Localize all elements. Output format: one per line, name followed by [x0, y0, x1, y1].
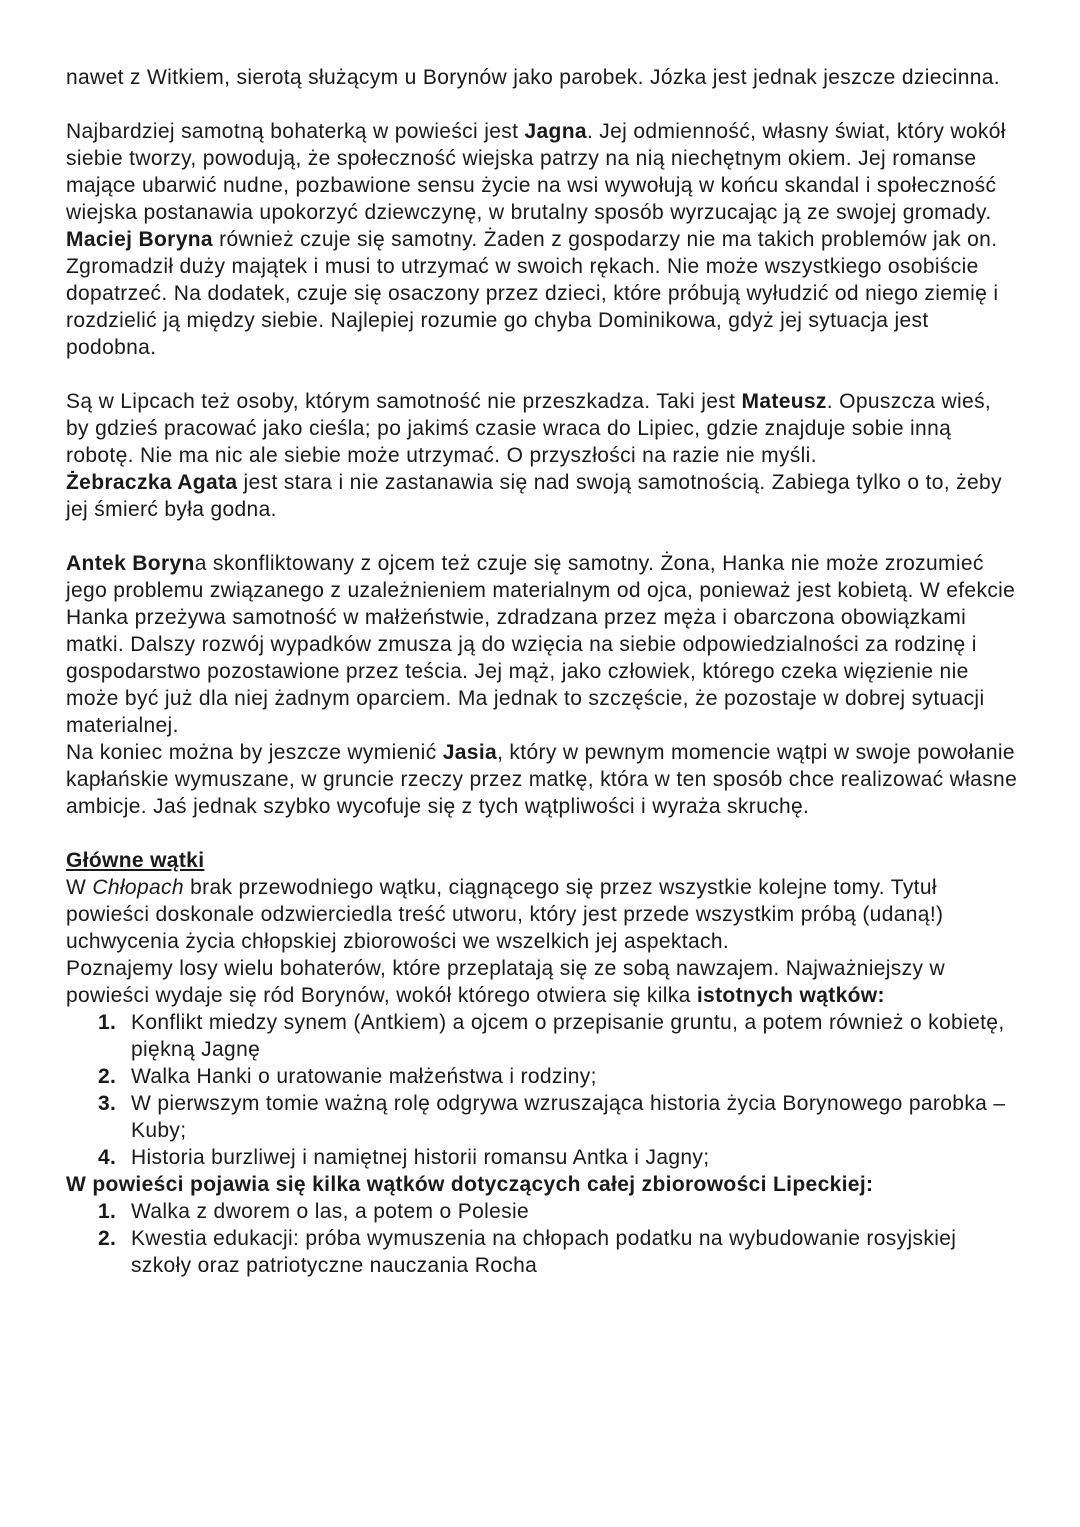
- text-run: Najbardziej samotną bohaterką w powieści jest: [66, 120, 525, 143]
- text-run: . Jej odmienność, własny świat, który wokół siebie tworzy, powodują, że społeczność wiejska patrzy na nią niechętnym okiem. Jej romanse mające ubarwić nudne, pozbawione sensu życie na wsi wywołują w końcu skandal i społeczność wiejska postanawia upokorzyć dziewczynę, w brutalny sposób wyrzucając ją ze swojej gromady.: [66, 120, 1006, 224]
- paragraph-boryna-family: [66, 955, 1020, 1009]
- text-run: Są w Lipcach też osoby, którym samotność nie przeszkadza. Taki jest: [66, 390, 742, 413]
- main-plots-list: [66, 1009, 1020, 1171]
- character-name-agata: Żebraczka Agata: [66, 471, 238, 494]
- paragraph-maciej-boryna: [66, 226, 1020, 361]
- list-item: [66, 1063, 1020, 1090]
- paragraph-gap: [66, 361, 1020, 388]
- character-name-mateusz: Mateusz: [741, 390, 827, 413]
- paragraph-gap: [66, 91, 1020, 118]
- list-number: 2.: [98, 1227, 117, 1250]
- paragraph-agata: [66, 469, 1020, 523]
- emphasis-text: W powieści pojawia się kilka wątków dotyczących całej zbiorowości Lipeckiej:: [66, 1173, 874, 1196]
- list-item-text: Kwestia edukacji: próba wymuszenia na chłopach podatku na wybudowanie rosyjskiej szkoły oraz patriotyczne nauczania Rocha: [131, 1227, 957, 1277]
- community-plots-heading: [66, 1171, 1020, 1198]
- character-name-maciej-boryna: Maciej Boryna: [66, 228, 213, 251]
- list-item-text: Konflikt miedzy synem (Antkiem) a ojcem o przepisanie gruntu, a potem również o kobietę, piękną Jagnę: [131, 1011, 1005, 1061]
- list-number: 2.: [98, 1065, 117, 1088]
- paragraph-witek-jozka: nawet z Witkiem, sierotą służącym u Borynów jako parobek. Józka jest jednak jeszcze dziecinna.: [66, 66, 1000, 89]
- community-plots-list: [66, 1198, 1020, 1279]
- list-number: 1.: [98, 1200, 117, 1223]
- list-number: 3.: [98, 1092, 117, 1115]
- list-item: [66, 1009, 1020, 1063]
- list-item-text: Walka z dworem o las, a potem o Polesie: [131, 1200, 530, 1223]
- text-run: brak przewodniego wątku, ciągnącego się przez wszystkie kolejne tomy. Tytuł powieści doskonale odzwierciedla treść utworu, który jest przede wszystkim próbą (udaną!) uchwycenia życia chłopskiej zbiorowości we wszelkich jej aspektach.: [66, 876, 944, 953]
- text-run: Na koniec można by jeszcze wymienić: [66, 741, 443, 764]
- paragraph-gap: [66, 523, 1020, 550]
- paragraph-jagna: [66, 118, 1020, 226]
- list-item: [66, 1144, 1020, 1171]
- text-run: W: [66, 876, 93, 899]
- text-run: jest stara i nie zastanawia się nad swoją samotnością. Zabiega tylko o to, żeby jej śmierć była godna.: [66, 471, 1002, 521]
- list-number: 4.: [98, 1146, 117, 1169]
- list-number: 1.: [98, 1011, 117, 1034]
- paragraph-jas: [66, 739, 1020, 820]
- paragraph-mateusz: [66, 388, 1020, 469]
- list-item-text: Walka Hanki o uratowanie małżeństwa i rodziny;: [131, 1065, 597, 1088]
- list-item: [66, 1198, 1020, 1225]
- character-name-jagna: Jagna: [524, 120, 587, 143]
- text-run: , który w pewnym momencie wątpi w swoje powołanie kapłańskie wymuszane, w gruncie rzeczy przez matkę, która w ten sposób chce realizować własne ambicje. Jaś jednak szybko wycofuje się z tych wątpliwości i wyraża skruchę.: [66, 741, 1018, 818]
- text-run: również czuje się samotny. Żaden z gospodarzy nie ma takich problemów jak on. Zgromadził duży majątek i musi to utrzymać w swoich rękach. Nie może wszystkiego osobiście dopatrzeć. Na dodatek, czuje się osaczony przez dzieci, które próbują wyłudzić od niego ziemię i rozdzielić ją między siebie. Najlepiej rozumie go chyba Dominikowa, gdyż jej sytuacja jest podobna.: [66, 228, 999, 359]
- emphasis-text: istotnych wątków:: [696, 984, 885, 1007]
- list-item-text: Historia burzliwej i namiętnej historii romansu Antka i Jagny;: [131, 1146, 710, 1169]
- paragraph-gap: [66, 820, 1020, 847]
- text-run: Poznajemy losy wielu bohaterów, które przeplatają się ze sobą nawzajem. Najważniejszy w powieści wydaje się ród Borynów, wokół którego otwiera się kilka: [66, 957, 946, 1007]
- section-heading: Główne wątki: [66, 849, 205, 872]
- list-item: [66, 1090, 1020, 1144]
- list-item-text: W pierwszym tomie ważną rolę odgrywa wzruszająca historia życia Borynowego parobka – Kuby;: [131, 1092, 1006, 1142]
- character-name-antek-boryna: Antek Boryn: [66, 552, 195, 575]
- paragraph-antek: [66, 550, 1020, 604]
- book-title: Chłopach: [92, 876, 184, 899]
- paragraph-hanka: Hanka przeżywa samotność w małżeństwie, zdradzana przez męża i obarczona obowiązkami matki. Dalszy rozwój wypadków zmusza ją do wzięcia na siebie odpowiedzialności za rodzinę i gospodarstwo pozostawione przez teścia. Jej mąż, jako człowiek, którego czeka więzienie nie może być już dla niej żadnym oparciem. Ma jednak to szczęście, że pozostaje w dobrej sytuacji materialnej.: [66, 606, 985, 737]
- text-run: . Opuszcza wieś, by gdzieś pracować jako cieśla; po jakimś czasie wraca do Lipiec, gdzie znajduje sobie inną robotę. Nie ma nic ale siebie może utrzymać. O przyszłości na razie nie myśli.: [66, 390, 992, 467]
- character-name-jas: Jasia: [442, 741, 498, 764]
- text-run: a skonfliktowany z ojcem też czuje się samotny. Żona, Hanka nie może zrozumieć jego problemu związanego z uzależnieniem materialnym od ojca, ponieważ jest kobietą. W efekcie: [66, 552, 1016, 602]
- paragraph-no-main-plot: [66, 874, 1020, 955]
- list-item: [66, 1225, 1020, 1279]
